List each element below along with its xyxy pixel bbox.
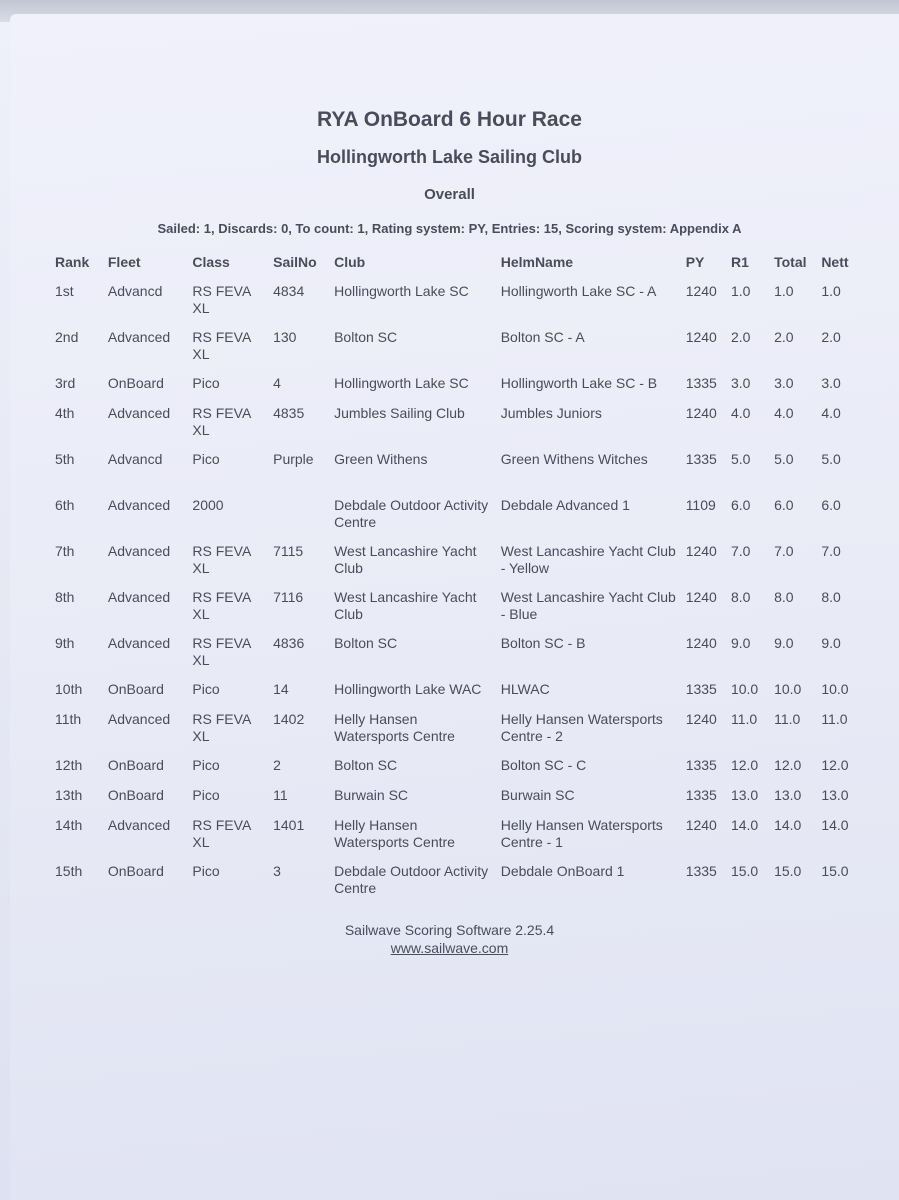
table-row [52, 280, 867, 326]
cell-rank: 3rd [55, 375, 76, 391]
cell-rank: 5th [55, 451, 75, 467]
cell-sailno: 7115 [273, 543, 304, 559]
cell-club: Bolton SC [334, 757, 398, 773]
cell-helm: Green Withens Witches [500, 451, 648, 467]
cell-nett: 13.0 [821, 787, 849, 803]
cell-fleet: OnBoard [107, 787, 164, 803]
column-header-total: Total [774, 254, 807, 270]
cell-fleet: OnBoard [107, 681, 164, 697]
cell-class: RS FEVA XL [192, 817, 251, 850]
cell-total: 5.0 [774, 451, 794, 467]
cell-nett: 4.0 [821, 405, 841, 421]
cell-rank: 12th [55, 757, 83, 773]
cell-fleet: Advancd [107, 283, 163, 299]
table-row [52, 326, 867, 372]
cell-r1: 11.0 [730, 711, 758, 727]
cell-nett: 1.0 [821, 283, 841, 299]
club-heading: Hollingworth Lake Sailing Club [316, 147, 582, 167]
table-row [52, 372, 867, 402]
cell-sailno: 7116 [273, 589, 304, 605]
cell-sailno: 4 [273, 375, 281, 391]
table-row [52, 448, 867, 494]
cell-helm: West Lancashire Yacht Club - Yellow [500, 543, 676, 576]
cell-total: 12.0 [774, 757, 802, 773]
column-header-nett: Nett [821, 254, 849, 270]
cell-fleet: OnBoard [107, 863, 164, 879]
document-title: RYA OnBoard 6 Hour Race [317, 108, 582, 131]
cell-sailno: 4834 [273, 283, 305, 299]
cell-nett: 15.0 [821, 863, 849, 879]
cell-nett: 10.0 [821, 681, 849, 697]
table-row [52, 708, 867, 754]
table-row [52, 540, 867, 586]
cell-rank: 8th [55, 589, 75, 605]
cell-class: RS FEVA XL [192, 283, 251, 316]
cell-rank: 4th [55, 405, 75, 421]
cell-rank: 2nd [55, 329, 79, 345]
cell-class: Pico [192, 375, 220, 391]
cell-sailno: 130 [273, 329, 297, 345]
cell-total: 13.0 [774, 787, 802, 803]
cell-sailno: 1401 [273, 817, 305, 833]
cell-py: 1335 [685, 757, 717, 773]
cell-rank: 9th [55, 635, 75, 651]
cell-class: Pico [192, 757, 220, 773]
cell-r1: 5.0 [730, 451, 751, 467]
cell-club: Hollingworth Lake SC [334, 283, 469, 299]
cell-fleet: Advanced [107, 543, 171, 559]
column-header-helmname: HelmName [500, 254, 574, 270]
cell-helm: HLWAC [500, 681, 550, 697]
cell-sailno: 4836 [273, 635, 305, 651]
cell-rank: 14th [55, 817, 83, 833]
cell-helm: Bolton SC - B [500, 635, 586, 651]
cell-py: 1240 [685, 711, 717, 727]
cell-total: 15.0 [774, 863, 802, 879]
software-credit: Sailwave Scoring Software 2.25.4 [344, 922, 555, 938]
cell-sailno: 2 [273, 757, 281, 773]
cell-total: 1.0 [774, 283, 794, 299]
column-header-r1: R1 [730, 254, 749, 270]
cell-rank: 13th [55, 787, 83, 803]
cell-class: Pico [192, 681, 220, 697]
cell-r1: 14.0 [730, 817, 759, 833]
cell-fleet: Advanced [107, 635, 171, 651]
cell-rank: 11th [55, 711, 82, 727]
cell-fleet: Advanced [107, 329, 171, 345]
cell-r1: 9.0 [730, 635, 751, 651]
cell-r1: 1.0 [730, 283, 751, 299]
cell-club: Hollingworth Lake WAC [334, 681, 482, 697]
cell-fleet: Advanced [107, 817, 171, 833]
cell-r1: 15.0 [730, 863, 759, 879]
cell-club: Helly Hansen Watersports Centre [334, 711, 455, 744]
cell-class: Pico [192, 451, 220, 467]
results-body [52, 280, 867, 906]
cell-class: RS FEVA XL [192, 589, 251, 622]
cell-helm: Helly Hansen Watersports Centre - 1 [500, 817, 663, 850]
cell-py: 1109 [685, 497, 716, 513]
cell-club: Bolton SC [334, 635, 398, 651]
cell-total: 8.0 [774, 589, 794, 605]
cell-helm: Helly Hansen Watersports Centre - 2 [500, 711, 663, 744]
cell-helm: Bolton SC - A [500, 329, 585, 345]
cell-total: 4.0 [774, 405, 794, 421]
cell-sailno: 14 [273, 681, 289, 697]
cell-sailno [270, 494, 331, 540]
cell-rank: 1st [55, 283, 74, 299]
cell-r1: 7.0 [730, 543, 751, 559]
cell-r1: 3.0 [730, 375, 751, 391]
cell-total: 2.0 [774, 329, 794, 345]
cell-class: Pico [192, 863, 220, 879]
cell-fleet: Advanced [107, 405, 171, 421]
sailwave-link[interactable]: www.sailwave.com [390, 940, 509, 956]
cell-helm: Debdale Advanced 1 [500, 497, 630, 513]
column-header-club: Club [334, 254, 366, 270]
results-header-row [52, 250, 867, 280]
cell-py: 1240 [685, 283, 717, 299]
cell-nett: 8.0 [821, 589, 841, 605]
cell-fleet: Advancd [107, 451, 163, 467]
table-row [52, 754, 867, 784]
table-row [52, 402, 867, 448]
cell-rank: 10th [55, 681, 83, 697]
cell-nett: 14.0 [821, 817, 849, 833]
cell-club: West Lancashire Yacht Club [334, 589, 477, 622]
cell-nett: 6.0 [821, 497, 841, 513]
cell-total: 14.0 [774, 817, 802, 833]
cell-helm: Debdale OnBoard 1 [500, 863, 625, 879]
cell-club: Debdale Outdoor Activity Centre [334, 863, 489, 896]
cell-total: 9.0 [774, 635, 794, 651]
table-row [52, 784, 867, 814]
cell-helm: Jumbles Juniors [500, 405, 602, 421]
cell-club: Hollingworth Lake SC [334, 375, 469, 391]
cell-r1: 4.0 [730, 405, 751, 421]
table-row [52, 860, 867, 906]
cell-py: 1240 [685, 817, 717, 833]
cell-rank: 15th [55, 863, 83, 879]
cell-club: Helly Hansen Watersports Centre [334, 817, 455, 850]
cell-r1: 6.0 [730, 497, 751, 513]
column-header-rank: Rank [55, 254, 90, 270]
table-row [52, 814, 867, 860]
series-summary: Sailed: 1, Discards: 0, To count: 1, Rating system: PY, Entries: 15, Scoring system: Appendix A [157, 221, 742, 236]
cell-rank: 7th [55, 543, 75, 559]
cell-class: RS FEVA XL [192, 635, 251, 668]
cell-py: 1240 [685, 405, 717, 421]
cell-fleet: Advanced [107, 497, 171, 513]
cell-r1: 12.0 [730, 757, 759, 773]
cell-class: RS FEVA XL [192, 329, 251, 362]
column-header-fleet: Fleet [107, 254, 141, 270]
cell-sailno: 4835 [273, 405, 305, 421]
cell-fleet: Advanced [107, 589, 171, 605]
cell-r1: 8.0 [730, 589, 751, 605]
cell-fleet: Advanced [107, 711, 171, 727]
cell-py: 1240 [685, 635, 717, 651]
cell-club: West Lancashire Yacht Club [334, 543, 477, 576]
cell-club: Jumbles Sailing Club [334, 405, 465, 421]
cell-class: RS FEVA XL [192, 543, 251, 576]
cell-fleet: OnBoard [107, 757, 164, 773]
table-row [52, 678, 867, 708]
cell-py: 1335 [685, 863, 717, 879]
cell-helm: Burwain SC [500, 787, 575, 803]
cell-nett: 12.0 [821, 757, 849, 773]
cell-nett: 11.0 [821, 711, 848, 727]
cell-r1: 2.0 [730, 329, 751, 345]
cell-club: Debdale Outdoor Activity Centre [334, 497, 489, 530]
cell-total: 6.0 [774, 497, 794, 513]
cell-total: 3.0 [774, 375, 794, 391]
cell-py: 1335 [685, 375, 717, 391]
cell-class: RS FEVA XL [192, 711, 251, 744]
results-table [52, 250, 867, 906]
cell-rank: 6th [55, 497, 75, 513]
cell-py: 1335 [685, 787, 717, 803]
cell-fleet: OnBoard [107, 375, 164, 391]
section-heading: Overall [424, 186, 475, 203]
cell-helm: West Lancashire Yacht Club - Blue [500, 589, 676, 622]
cell-total: 10.0 [774, 681, 802, 697]
cell-py: 1240 [685, 589, 717, 605]
cell-sailno: Purple [273, 451, 314, 467]
cell-helm: Hollingworth Lake SC - B [500, 375, 658, 391]
cell-class: RS FEVA XL [192, 405, 251, 438]
table-row [52, 494, 867, 540]
cell-total: 11.0 [774, 711, 801, 727]
cell-club: Bolton SC [334, 329, 398, 345]
cell-nett: 9.0 [821, 635, 841, 651]
cell-sailno: 1402 [273, 711, 305, 727]
cell-nett: 5.0 [821, 451, 841, 467]
cell-sailno: 11 [273, 787, 288, 803]
cell-r1: 10.0 [730, 681, 759, 697]
cell-class: 2000 [192, 497, 224, 513]
cell-py: 1240 [685, 329, 717, 345]
cell-club: Burwain SC [334, 787, 409, 803]
cell-nett: 2.0 [821, 329, 841, 345]
cell-py: 1335 [685, 681, 717, 697]
cell-helm: Bolton SC - C [500, 757, 587, 773]
column-header-sailno: SailNo [273, 254, 317, 270]
cell-r1: 13.0 [730, 787, 759, 803]
cell-py: 1335 [685, 451, 717, 467]
table-row [52, 632, 867, 678]
cell-nett: 7.0 [821, 543, 841, 559]
cell-py: 1240 [685, 543, 717, 559]
table-row [52, 586, 867, 632]
cell-nett: 3.0 [821, 375, 841, 391]
column-header-class: Class [192, 254, 230, 270]
cell-total: 7.0 [774, 543, 794, 559]
cell-club: Green Withens [334, 451, 428, 467]
cell-class: Pico [192, 787, 220, 803]
column-header-py: PY [685, 254, 705, 270]
cell-sailno: 3 [273, 863, 281, 879]
cell-helm: Hollingworth Lake SC - A [500, 283, 657, 299]
